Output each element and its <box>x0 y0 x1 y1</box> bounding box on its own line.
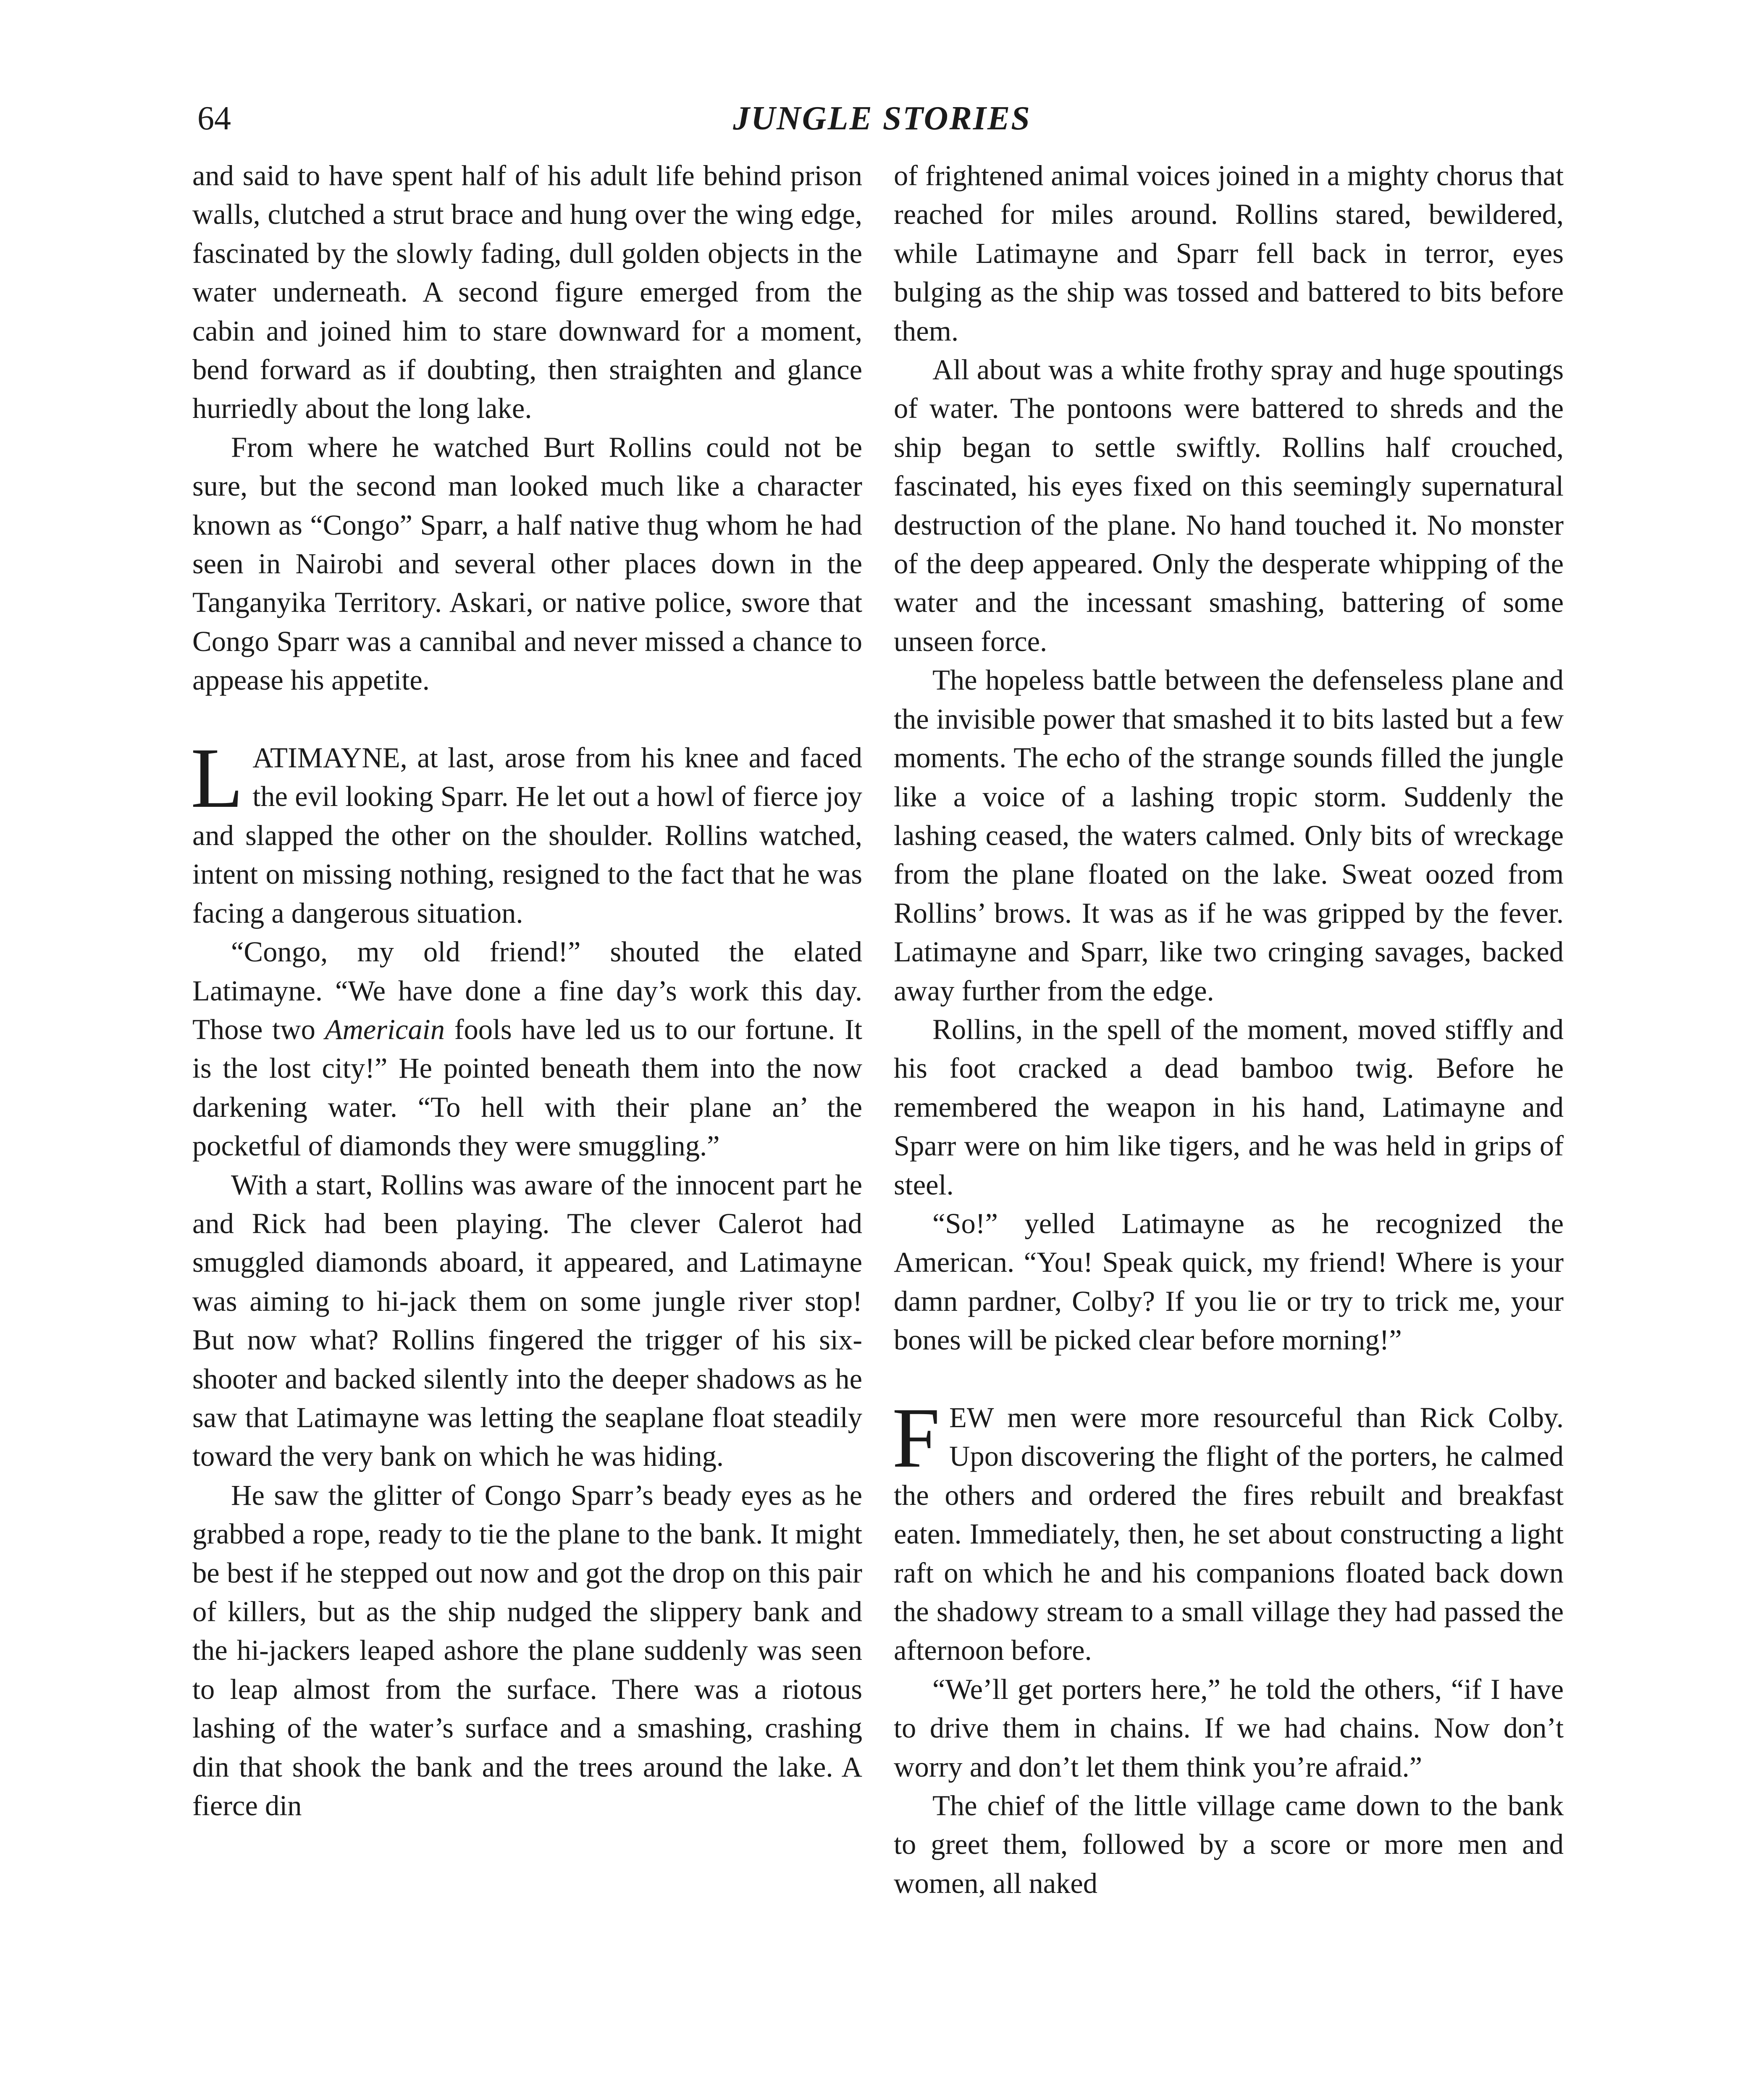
running-title: JUNGLE STORIES <box>733 100 1031 137</box>
section-paragraph <box>892 1390 1564 1670</box>
paragraph: “So!” yelled Latimayne as he recognized the American. “You! Speak quick, my friend! Where is your damn pardner, Colby? If you lie or try to trick me, your bones will be picked clear before morning!” <box>894 1207 1564 1356</box>
drop-cap: F <box>892 1390 940 1486</box>
paragraph: The hopeless battle between the defenseless plane and the invisible power that smashed it to bits lasted but a few moments. The echo of the strange sounds filled the jungle like a voice of a lashing tropic storm. Suddenly the lashing ceased, the waters calmed. Only bits of wreckage from the plane floated on the lake. Sweat oozed from Rollins’ brows. It was as if he was gripped by the fever. Latimayne and Sparr, like two cringing savages, backed away further from the edge. <box>894 664 1564 1007</box>
paragraph: of frightened animal voices joined in a mighty chorus that reached for miles around. Rollins stared, bewildered, while Latimayne and Sparr fell back in terror, eyes bulging as the ship was tossed and battered to bits before them. <box>894 160 1564 347</box>
paragraph-text: fools have led us to our fortune. It is the lost city!” He pointed beneath them into the now darkening water. “To hell with their plane an’ the pocketful of diamonds they were smuggling.” <box>192 1013 862 1162</box>
paragraph-text: EW men were more resourceful than Rick Colby. Upon discovering the flight of the porters, he calmed the others and ordered the fires rebuilt and breakfast eaten. Immediately, then, he set about constructing a light raft on which he and his companions floated back down the shadowy stream to a small village they had passed the afternoon before. <box>894 1401 1564 1667</box>
right-column <box>894 156 1564 1903</box>
italic-word: Americain <box>325 1013 445 1045</box>
section-paragraph <box>191 730 862 932</box>
left-column <box>192 156 862 1825</box>
paragraph: All about was a white frothy spray and huge spoutings of water. The pontoons were battered to shreds and the ship began to settle swiftly. Rollins half crouched, fascinated, his eyes fixed on this seemingly supernatural destruction of the plane. No hand touched it. No monster of the deep appeared. Only the desperate whipping of the water and the incessant smashing, battering of some unseen force. <box>894 354 1564 657</box>
page-number: 64 <box>197 100 231 137</box>
paragraph <box>192 932 862 1165</box>
paragraph: Rollins, in the spell of the moment, moved stiffly and his foot cracked a dead bamboo twig. Before he remembered the weapon in his hand, Latimayne and Sparr were on him like tigers, and he was held in grips of steel. <box>894 1013 1564 1201</box>
paragraph: He saw the glitter of Congo Sparr’s beady eyes as he grabbed a rope, ready to tie the plane to the bank. It might be best if he stepped out now and got the drop on this pair of killers, but as the ship nudged the slippery bank and the hi-jackers leaped ashore the plane suddenly was seen to leap almost from the surface. There was a riotous lashing of the water’s surface and a smashing, crashing din that shook the bank and the trees around the lake. A fierce din <box>192 1479 862 1822</box>
paragraph: “We’ll get porters here,” he told the others, “if I have to drive them in chains. If we had chains. Now don’t worry and don’t let them think you’re afraid.” <box>894 1673 1564 1783</box>
paragraph: The chief of the little village came down to the bank to greet them, followed by a score or more men and women, all naked <box>894 1790 1564 1899</box>
paragraph: and said to have spent half of his adult life behind prison walls, clutched a strut brace and hung over the wing edge, fascinated by the slowly fading, dull golden objects in the water underneath. A second figure emerged from the cabin and joined him to stare downward for a moment, bend forward as if doubting, then straighten and glance hurriedly about the long lake. <box>192 160 862 425</box>
paragraph: From where he watched Burt Rollins could not be sure, but the second man looked much like a character known as “Congo” Sparr, a half native thug whom he had seen in Nairobi and several other places down in the Tanganyika Territory. Askari, or native police, swore that Congo Sparr was a cannibal and never missed a chance to appease his appetite. <box>192 431 862 696</box>
paragraph-text: “Congo, my old friend!” shouted the elated Latimayne. “We have done a fine day’s work this day. Those two <box>192 936 862 1045</box>
paragraph: With a start, Rollins was aware of the innocent part he and Rick had been playing. The clever Calerot had smuggled diamonds aboard, it appeared, and Latimayne was aiming to hi-jack them on some jungle river stop! But now what? Rollins fingered the trigger of his six-shooter and backed silently into the deeper shadows as he saw that Latimayne was letting the seaplane float steadily toward the very bank on which he was hiding. <box>192 1168 862 1473</box>
drop-cap: L <box>191 730 244 826</box>
paragraph-text: ATIMAYNE, at last, arose from his knee and faced the evil looking Sparr. He let out a howl of fierce joy and slapped the other on the shoulder. Rollins watched, intent on missing nothing, resigned to the fact that he was facing a dangerous situation. <box>192 742 862 929</box>
